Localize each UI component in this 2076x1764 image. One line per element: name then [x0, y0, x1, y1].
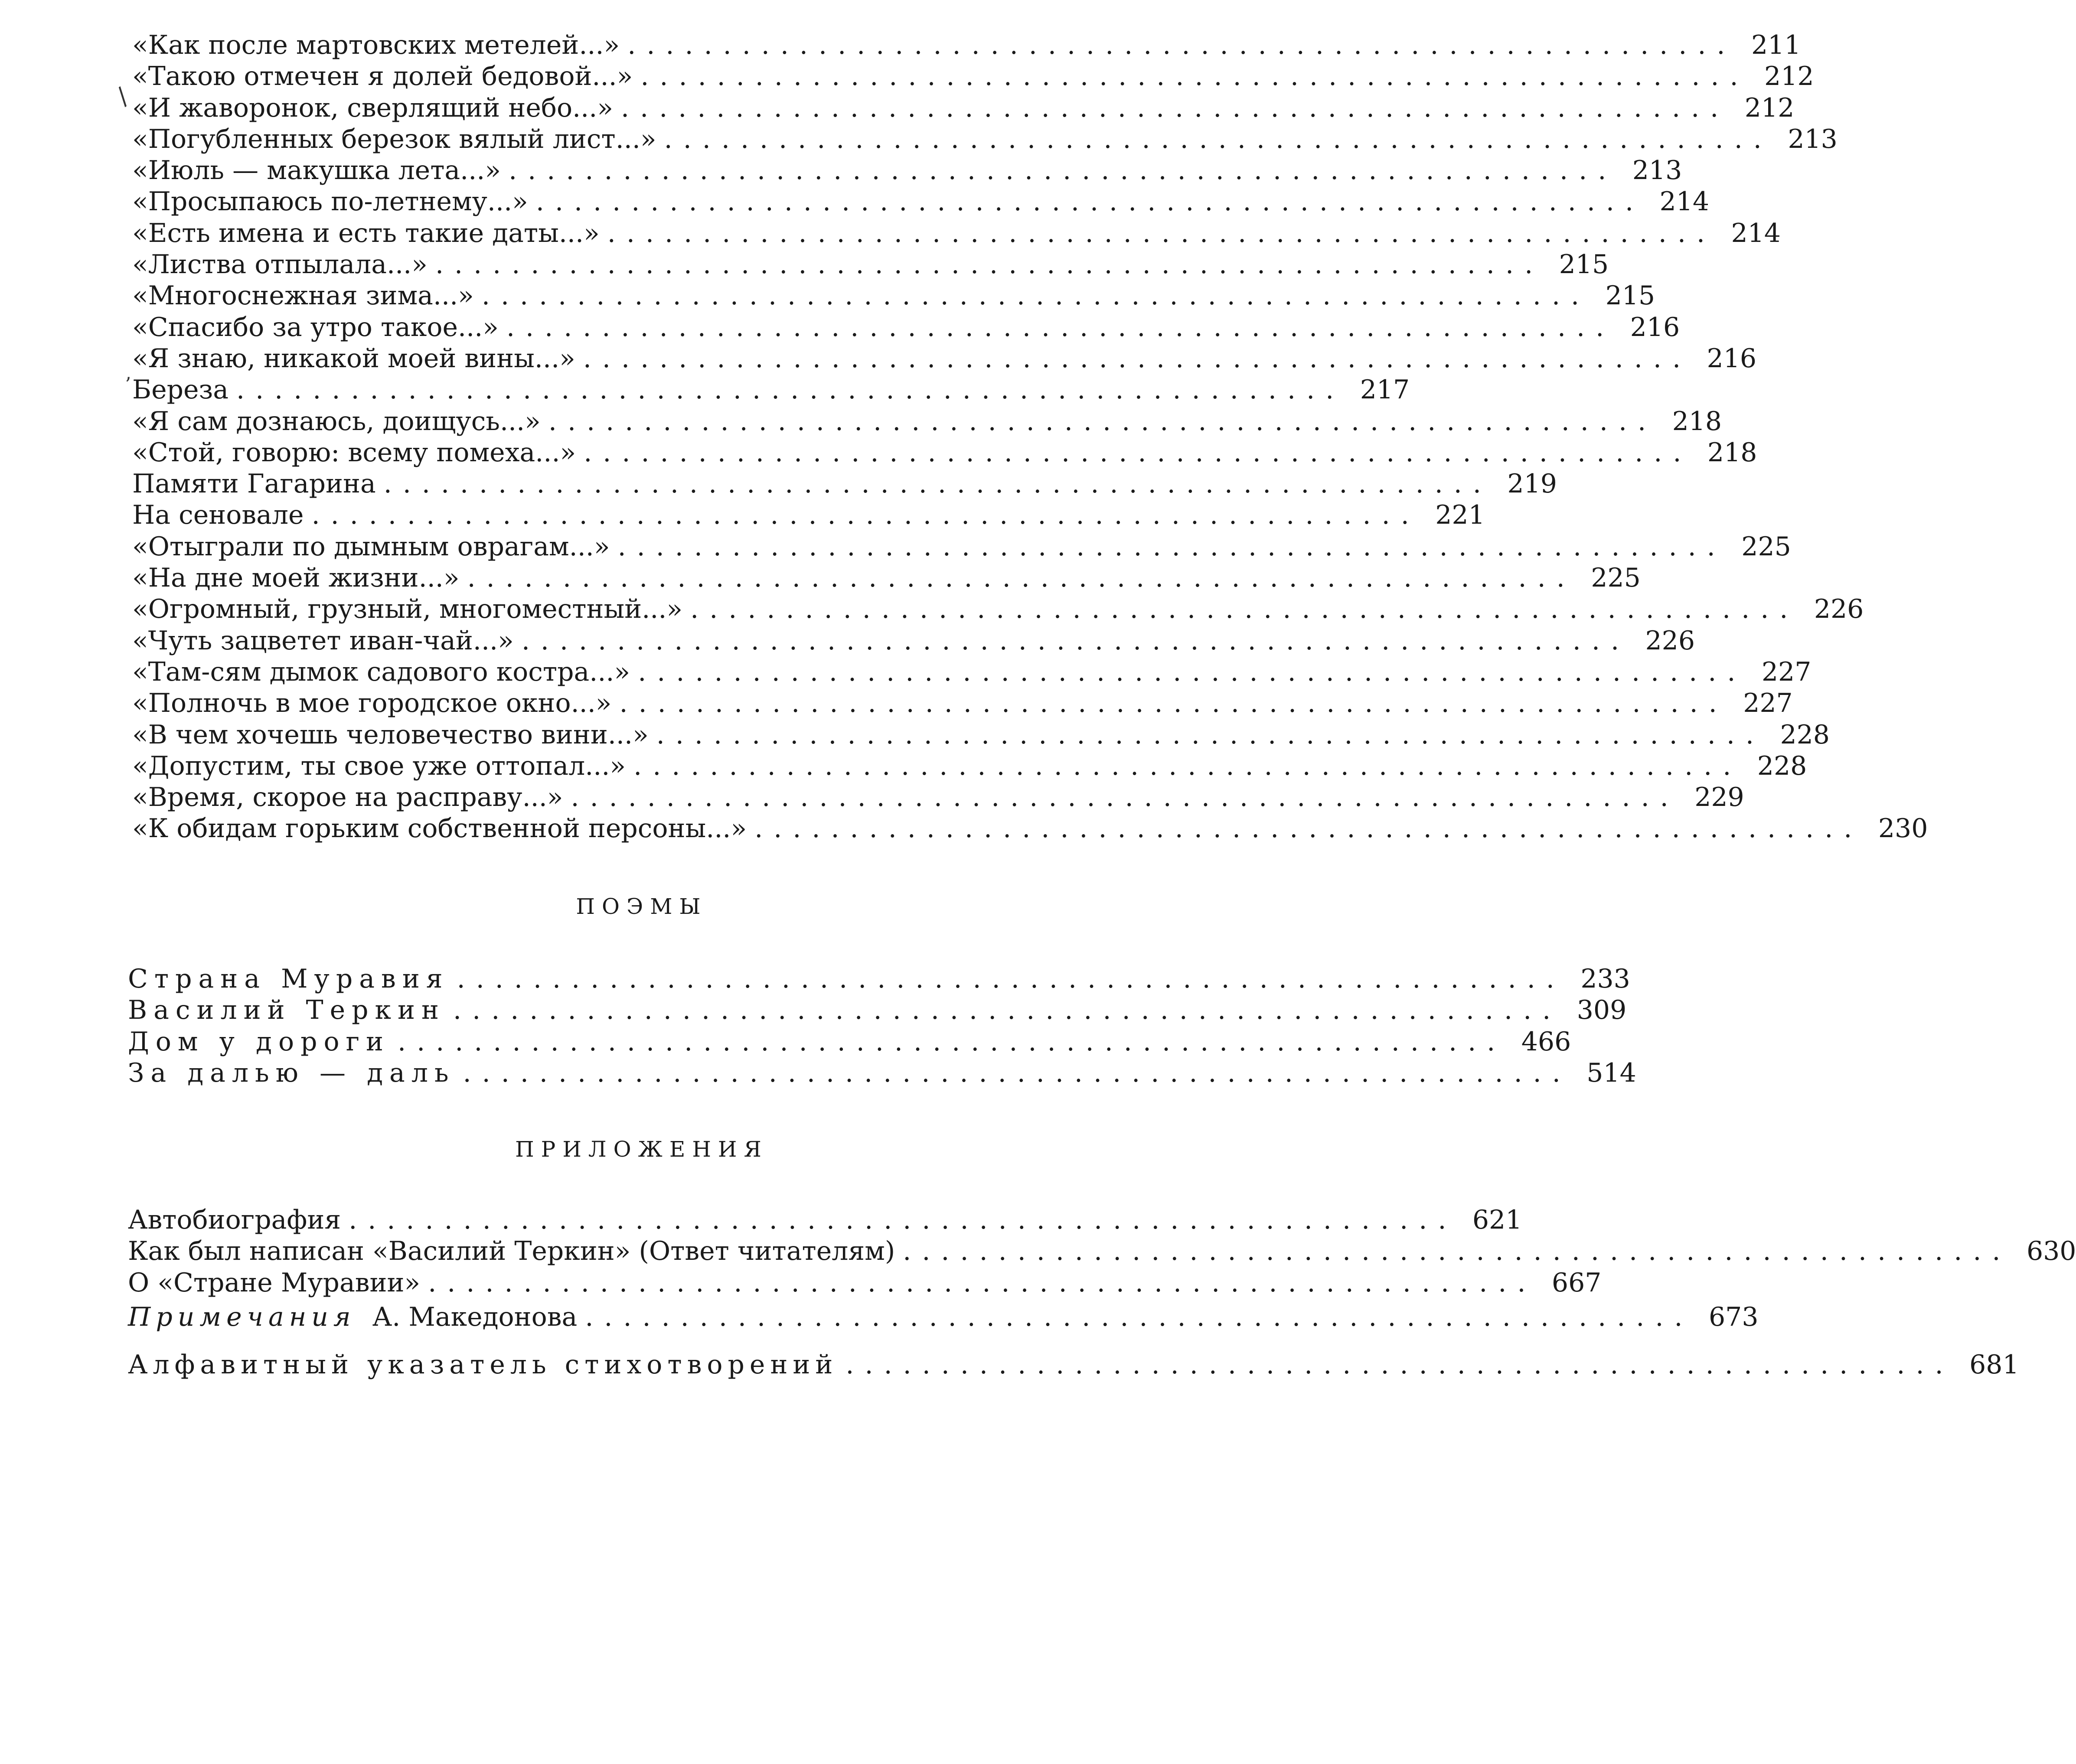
entry-title: Как был написан «Василий Теркин» (Ответ читателям)	[128, 1236, 895, 1267]
margin-pencil-mark: /	[111, 82, 134, 111]
poemy-list	[128, 963, 1636, 1089]
entry-title: Памяти Гагарина	[132, 469, 376, 499]
dot-leader: ..........................................................	[509, 155, 1617, 186]
dot-leader: ..........................................................	[398, 1026, 1506, 1057]
entry-title: «Как после мартовских метелей...»	[132, 30, 620, 60]
entry-page: 219	[1507, 469, 1557, 499]
entry-title: Автобиография	[128, 1205, 341, 1235]
dot-leader: ..........................................................	[435, 249, 1544, 280]
dot-leader: ..........................................................	[481, 280, 1590, 311]
dot-leader: ..........................................................	[506, 312, 1615, 342]
margin-pencil-mark: ʼ	[124, 374, 131, 396]
toc-entry	[132, 750, 1807, 782]
entry-page: 667	[1551, 1267, 1602, 1298]
entry-page: 213	[1632, 155, 1682, 186]
dot-leader: ..........................................................	[607, 218, 1716, 248]
entry-page: 227	[1761, 656, 1812, 687]
dot-leader: ..........................................................	[633, 750, 1742, 781]
entry-title	[128, 1301, 577, 1333]
entry-page: 621	[1472, 1205, 1522, 1235]
dot-leader: ..........................................................	[638, 656, 1746, 687]
dot-leader: ..........................................................	[584, 437, 1692, 468]
dot-leader: ..........................................................	[535, 186, 1645, 217]
dot-leader: ..........................................................	[617, 531, 1726, 562]
dot-leader: ..........................................................	[467, 563, 1576, 593]
entry-title: «Отыграли по дымным оврагам...»	[132, 531, 610, 562]
dot-leader: ..........................................................	[457, 964, 1565, 994]
toc-entry	[132, 531, 1791, 562]
dot-leader: ..........................................................	[349, 1205, 1457, 1235]
entry-page: 212	[1764, 61, 1814, 92]
entry-page: 216	[1630, 312, 1680, 342]
toc-entry	[132, 562, 1641, 593]
dot-leader: ..........................................................	[664, 124, 1772, 154]
entry-title: «Многоснежная зима...»	[132, 280, 474, 311]
toc-entry	[132, 782, 1744, 813]
toc-entry	[132, 124, 1838, 155]
toc-entry	[132, 719, 1830, 750]
toc-entry	[132, 312, 1680, 343]
entry-title: «Просыпаюсь по-летнему...»	[132, 186, 528, 217]
entry-title: «Такою отмечен я долей бедовой...»	[132, 61, 633, 92]
entry-title: За далью — даль	[128, 1057, 455, 1088]
entry-page: 514	[1586, 1057, 1636, 1088]
toc-entry	[128, 1057, 1636, 1089]
entry-title: «Стой, говорю: всему помеха...»	[132, 437, 576, 468]
entry-title: Василий Теркин	[128, 995, 446, 1026]
poems-list	[132, 29, 1928, 845]
toc-entry	[132, 186, 1710, 217]
toc-entry	[132, 625, 1695, 656]
toc-entry	[132, 656, 1812, 688]
toc-entry	[128, 1026, 1571, 1057]
entry-page: 226	[1645, 625, 1695, 656]
section-heading-poemy: ПОЭМЫ	[576, 894, 708, 919]
toc-entry	[132, 218, 1781, 249]
entry-page: 211	[1751, 30, 1801, 60]
entry-page: 230	[1878, 813, 1928, 844]
entry-page: 215	[1605, 280, 1655, 311]
dot-leader: ..........................................................	[619, 688, 1728, 719]
entry-page: 673	[1708, 1302, 1759, 1332]
entry-page: 217	[1360, 375, 1410, 405]
dot-leader: ..........................................................	[690, 594, 1799, 625]
toc-entry	[132, 688, 1793, 719]
entry-title: На сеновале	[132, 500, 304, 531]
toc-entry	[132, 61, 1814, 92]
entry-page: 681	[1969, 1350, 2019, 1380]
entry-title: «Погубленных березок вялый лист...»	[132, 124, 656, 154]
entry-title: «В чем хочешь человечество вини...»	[132, 719, 649, 750]
dot-leader: ..........................................................	[463, 1057, 1571, 1088]
dot-leader: ..........................................................	[656, 719, 1765, 750]
dot-leader: ..........................................................	[583, 343, 1692, 374]
entry-title: «И жаворонок, сверлящий небо...»	[132, 92, 614, 123]
dot-leader: ..........................................................	[548, 406, 1657, 437]
entry-title: Страна Муравия	[128, 964, 449, 994]
dot-leader: ..........................................................	[383, 469, 1492, 499]
entry-title: Алфавитный указатель стихотворений	[128, 1350, 838, 1380]
entry-page: 216	[1707, 343, 1757, 374]
entry-title: «Я знаю, никакой моей вины...»	[132, 343, 575, 374]
entry-page: 214	[1659, 186, 1710, 217]
entry-page: 218	[1672, 406, 1722, 437]
toc-entry	[128, 1267, 1602, 1298]
dot-leader: ..........................................................	[640, 61, 1749, 92]
notes-author: А. Македонова	[372, 1302, 578, 1332]
toc-entry	[132, 92, 1795, 124]
entry-title: «Июль — макушка лета...»	[132, 155, 501, 186]
entry-page: 213	[1788, 124, 1838, 154]
entry-title: «Допустим, ты свое уже оттопал...»	[132, 750, 626, 781]
entry-title: «Время, скорое на расправу...»	[132, 782, 563, 813]
entry-title: «На дне моей жизни...»	[132, 563, 460, 593]
entry-page: 226	[1814, 594, 1864, 625]
entry-title: «Я сам дознаюсь, доищусь...»	[132, 406, 541, 437]
toc-entry	[132, 249, 1609, 280]
index-entry-wrap	[128, 1349, 2019, 1380]
dot-leader: ..........................................................	[311, 500, 1420, 531]
section-heading-prilozheniya: ПРИЛОЖЕНИЯ	[515, 1137, 768, 1162]
entry-page: 229	[1694, 782, 1744, 813]
notes-entry-wrap	[128, 1301, 1759, 1333]
dot-leader: ..........................................................	[571, 782, 1679, 813]
entry-page: 466	[1521, 1026, 1571, 1057]
dot-leader: ..........................................................	[453, 995, 1562, 1026]
toc-entry	[132, 468, 1557, 499]
entry-title: Береза	[132, 375, 229, 405]
entry-page: 212	[1744, 92, 1795, 123]
toc-entry	[128, 963, 1630, 994]
dot-leader: ..........................................................	[845, 1350, 1954, 1380]
dot-leader: ..........................................................	[585, 1302, 1694, 1332]
entry-page: 228	[1780, 719, 1830, 750]
toc-entry	[132, 813, 1928, 844]
toc-entry	[132, 155, 1682, 186]
toc-entry-index	[128, 1349, 2019, 1380]
toc-entry	[132, 374, 1410, 405]
toc-entry	[132, 499, 1485, 531]
entry-page: 227	[1743, 688, 1793, 719]
entry-page: 218	[1707, 437, 1757, 468]
entry-page: 309	[1577, 995, 1627, 1026]
dot-leader: ..........................................................	[754, 813, 1863, 844]
toc-entry	[132, 29, 1801, 61]
entry-title: «Там-сям дымок садового костра...»	[132, 656, 630, 687]
entry-page: 225	[1591, 563, 1641, 593]
toc-entry	[128, 994, 1627, 1026]
entry-title: «Огромный, грузный, многоместный...»	[132, 594, 683, 625]
entry-page: 228	[1757, 750, 1807, 781]
entry-title: О «Стране Муравии»	[128, 1267, 421, 1298]
entry-page: 225	[1741, 531, 1791, 562]
prilozheniya-list	[128, 1204, 2076, 1298]
entry-title: «Спасибо за утро такое...»	[132, 312, 499, 342]
entry-page: 233	[1580, 964, 1630, 994]
entry-title: Дом у дороги	[128, 1026, 390, 1057]
toc-entry	[132, 406, 1722, 437]
entry-title: «Чуть зацветет иван-чай...»	[132, 625, 514, 656]
dot-leader: ..........................................................	[521, 625, 1630, 656]
entry-title: «К обидам горьким собственной персоны...»	[132, 813, 747, 844]
entry-title: «Листва отпылала...»	[132, 249, 428, 280]
toc-entry	[132, 280, 1655, 311]
dot-leader: ..........................................................	[236, 375, 1345, 405]
dot-leader: ..........................................................	[428, 1267, 1537, 1298]
entry-page: 221	[1435, 500, 1485, 531]
entry-page: 214	[1731, 218, 1781, 248]
entry-page: 630	[2026, 1236, 2076, 1267]
notes-label: Примечания	[128, 1302, 356, 1332]
dot-leader: ..........................................................	[627, 30, 1736, 60]
entry-title: «Полночь в мое городское окно...»	[132, 688, 612, 719]
dot-leader: ..........................................................	[903, 1236, 2011, 1267]
dot-leader: ..........................................................	[621, 92, 1730, 123]
entry-page: 215	[1559, 249, 1609, 280]
entry-title: «Есть имена и есть такие даты...»	[132, 218, 600, 248]
toc-entry	[132, 593, 1864, 625]
toc-entry	[128, 1204, 1522, 1236]
toc-entry	[128, 1236, 2076, 1267]
toc-entry	[132, 343, 1757, 374]
toc-entry-notes	[128, 1301, 1759, 1333]
toc-entry	[132, 437, 1757, 468]
